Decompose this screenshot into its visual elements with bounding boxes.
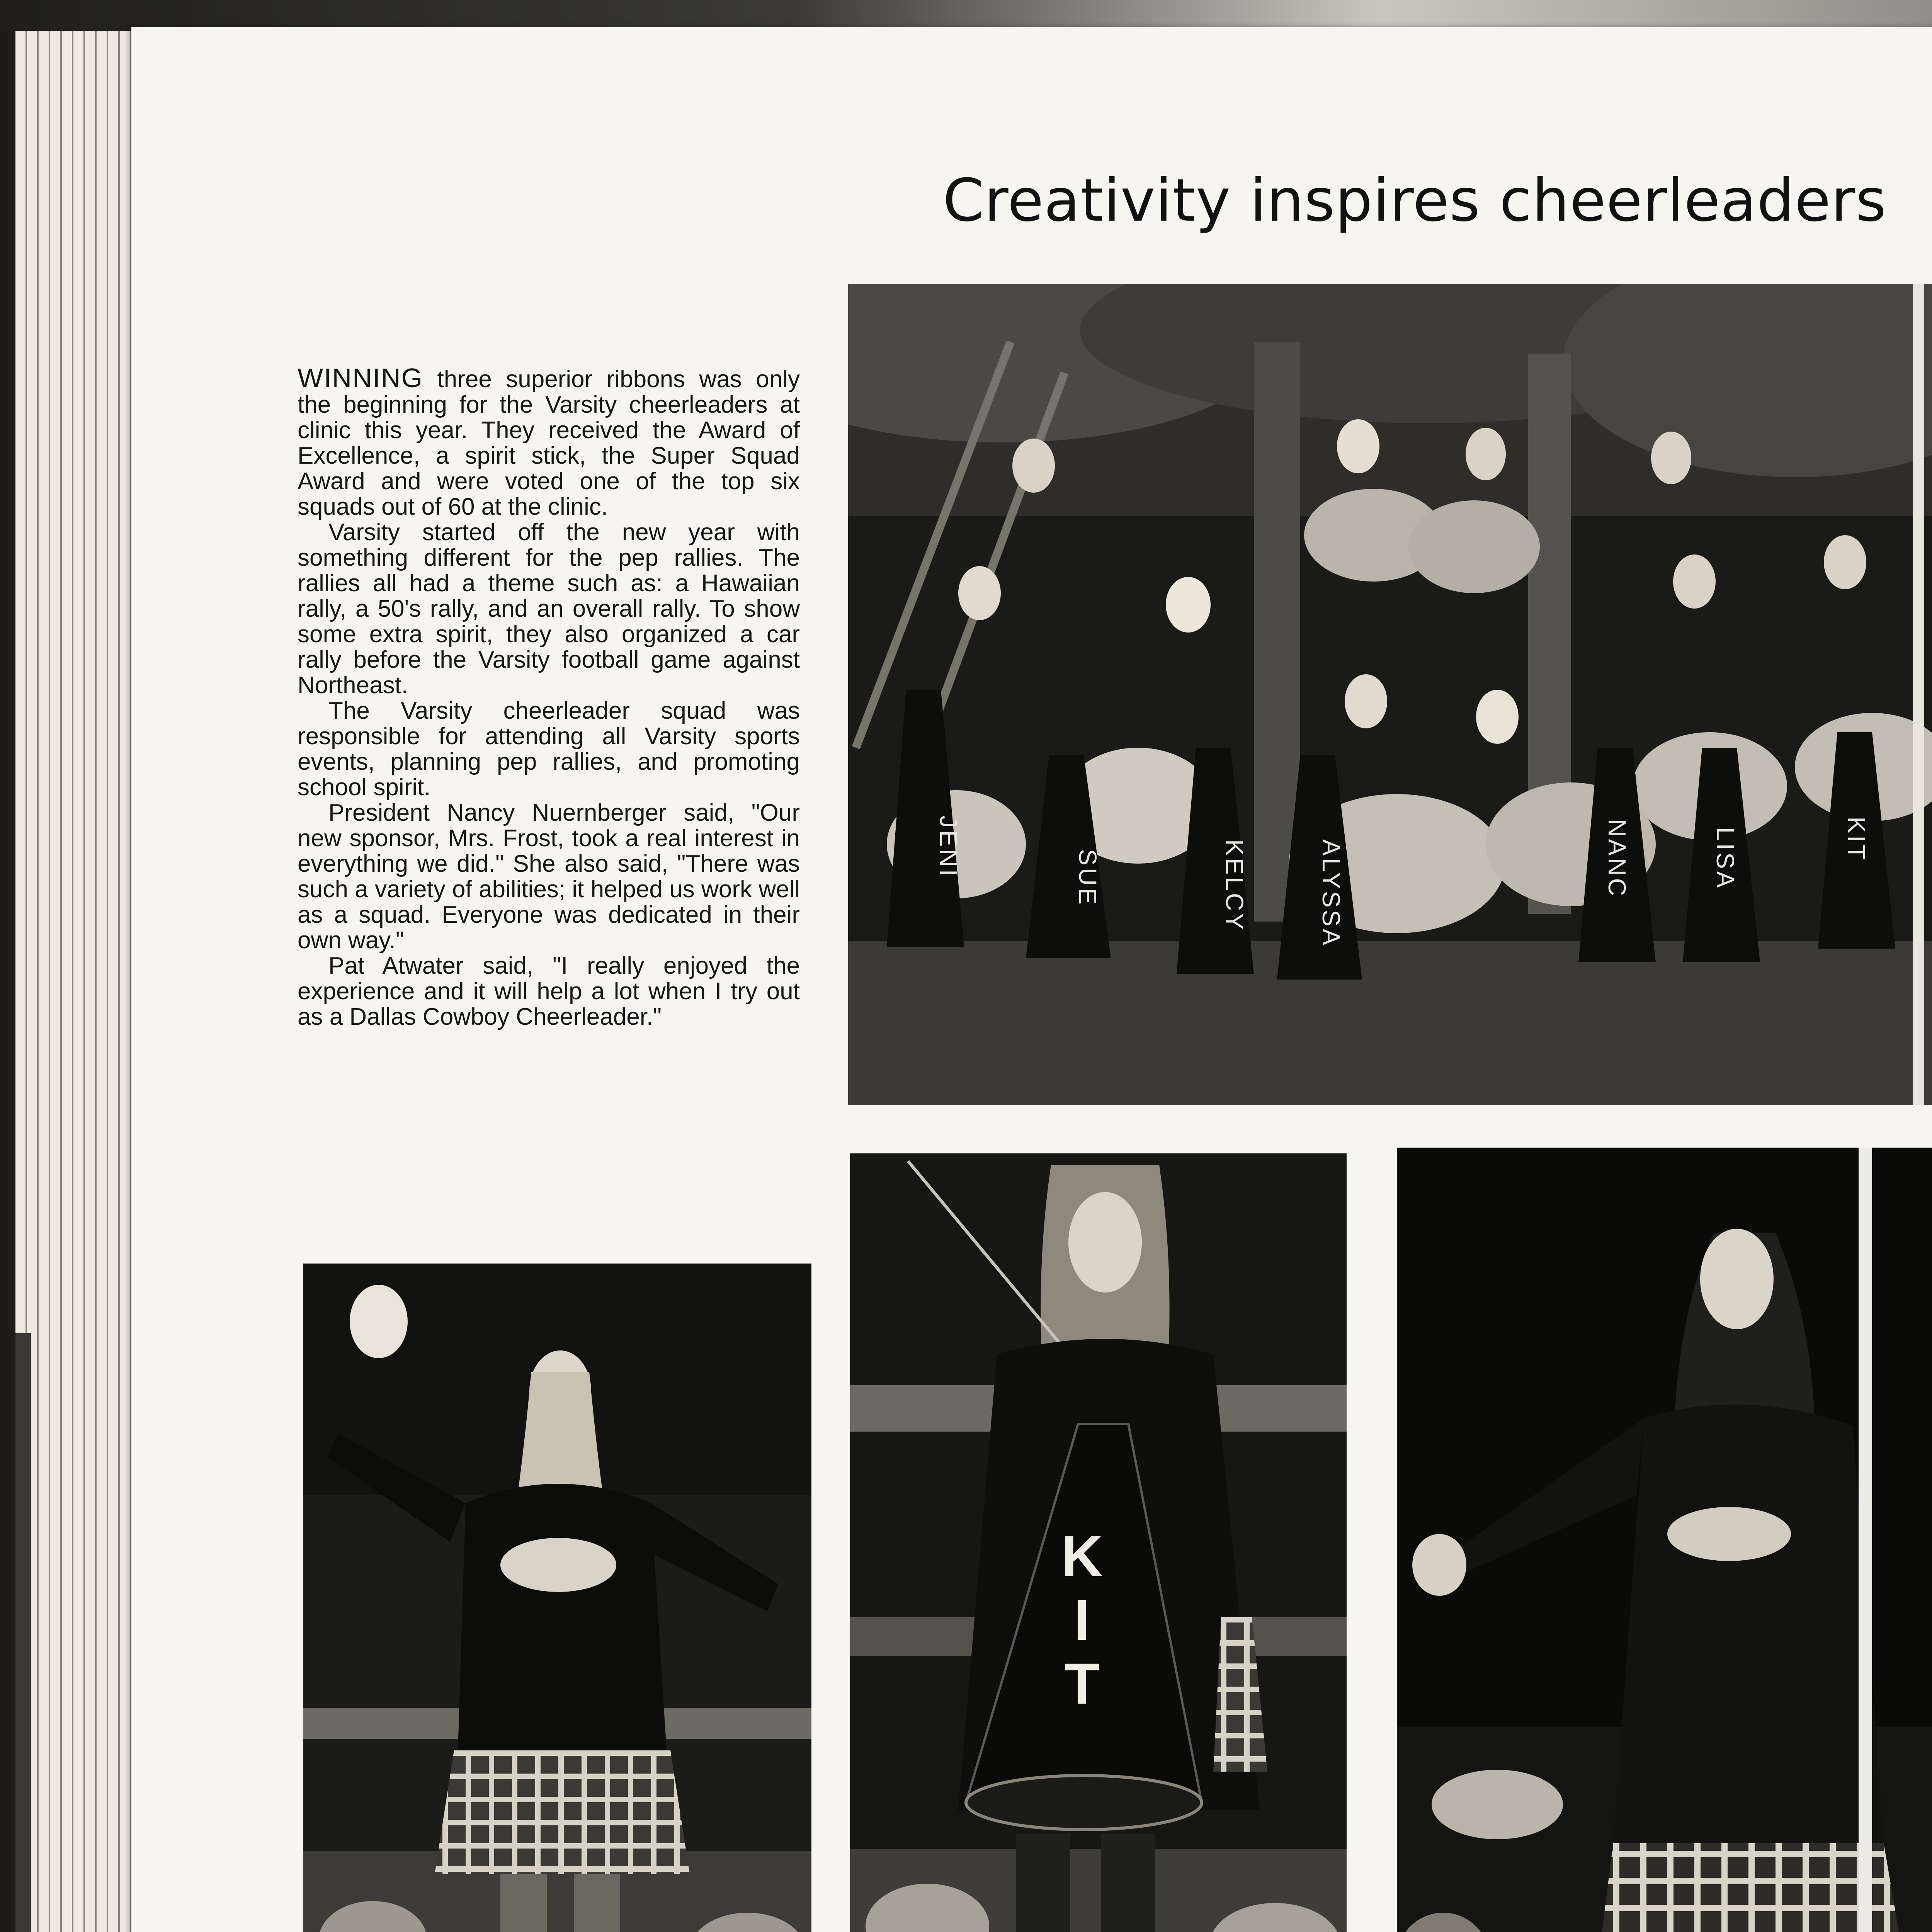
paragraph-text: three superior ribbons was only the beginning for the Varsity cheerleaders at clinic this year. They received the Award of Excellence, a spirit stick, the Super Squad Award and were voted one of the top six squads out of 60 at the clinic. [298, 366, 800, 520]
megaphone-label: SUE [1074, 849, 1102, 907]
photo-julia-sipple-image [303, 1264, 811, 1932]
article-paragraph-5: Pat Atwater said, "I really enjoyed the experience and it will help a lot when I try out as a Dallas Cowboy Cheerleader." [298, 952, 800, 1030]
photo-julia-sipple [303, 1264, 811, 1932]
top-edge [0, 0, 1932, 31]
megaphone-name: KIT [1061, 1524, 1103, 1716]
article-paragraph-2: Varsity started off the new year with something different for the pep rallies. The rallies all had a theme such as: a Hawaiian rally, a 50's rally, and an overall rally. To show some extra spirit, they also organized a car rally before the Varsity football game against Northeast. [298, 519, 800, 699]
article-paragraph-1 [298, 365, 800, 520]
megaphone-label: LISA [1711, 827, 1739, 890]
megaphone-label: JENI [935, 815, 963, 879]
article-paragraph-4: President Nancy Nuernberger said, "Our new sponsor, Mrs. Frost, took a real interest in everything we did." She also said, "There was such a variety of abilities; it helped us work well as a squad. Everyone was dedicated in their own way." [298, 799, 800, 954]
page-headline: Creativity inspires cheerleaders [943, 166, 1887, 235]
megaphone-label: KIT [1843, 816, 1871, 862]
group-photo-image [848, 284, 1932, 1105]
megaphone-label: ALYSSA [1317, 839, 1345, 948]
page-stack [15, 12, 139, 1932]
photo-cheerleader-smiling-image [1397, 1148, 1932, 1932]
article-body [298, 365, 800, 1030]
photo-cheerleader-smiling [1397, 1148, 1932, 1932]
article-paragraph-3: The Varsity cheerleader squad was responsible for attending all Varsity sports events, planning pep rallies, and promoting school spirit. [298, 697, 800, 801]
photo-kit-wadlow [850, 1153, 1347, 1932]
group-photo [848, 284, 1932, 1105]
page-stack-shadow [15, 1333, 31, 1932]
dropcap-word: WINNING [298, 363, 423, 393]
megaphone-label: KELCY [1221, 839, 1248, 932]
megaphone-label: NANC [1603, 819, 1631, 898]
